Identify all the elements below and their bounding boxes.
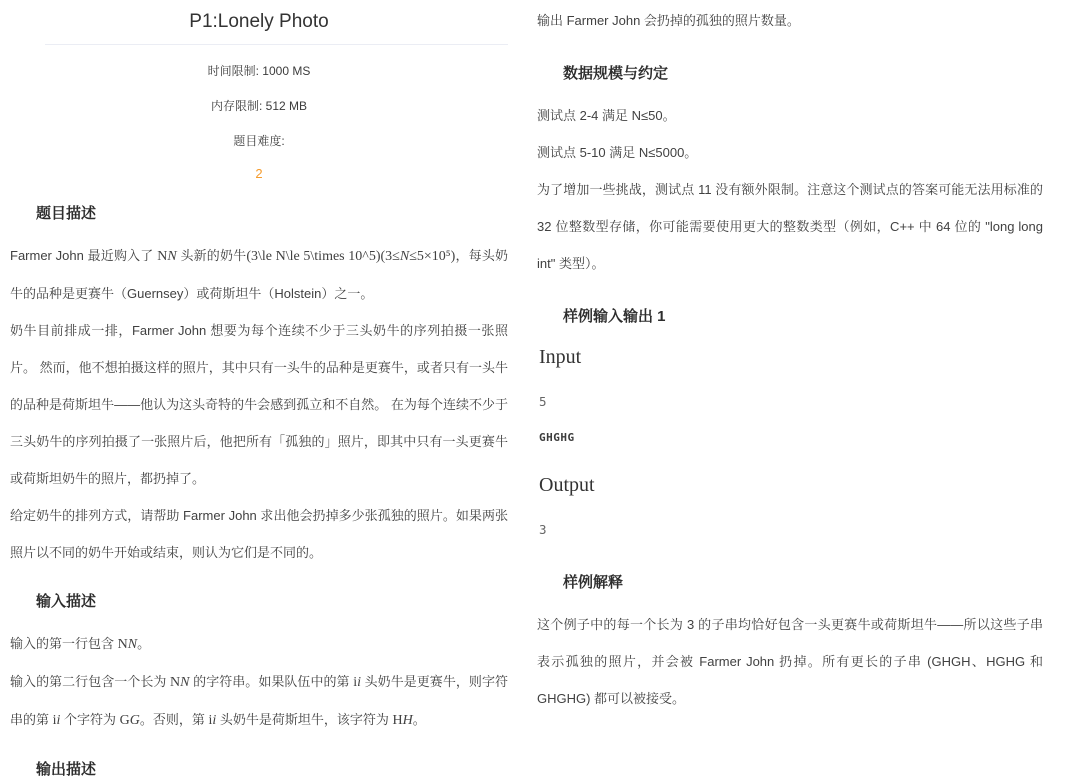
section-constraints: 数据规模与约定	[563, 65, 669, 82]
sample-input-code	[539, 384, 1043, 456]
text-run: 的字符串。如果队伍中的第	[189, 674, 354, 689]
paragraph-task	[10, 497, 508, 571]
paragraph-constraint-1	[537, 97, 1043, 134]
paragraph-constraint-2	[537, 134, 1043, 171]
text-run: 个字符为	[60, 712, 120, 727]
text-run: 输入的第一行包含	[10, 636, 118, 651]
text-run: (3\le N\le 5\times 10^5)(3≤	[246, 249, 400, 264]
paragraph-input-line2	[10, 663, 508, 739]
paragraph-sample-explanation	[537, 606, 1043, 717]
right-content	[537, 2, 1043, 717]
code-line: 5	[539, 394, 547, 409]
text-run: ≤5×10⁵)	[409, 249, 456, 264]
text-run: N	[127, 637, 138, 652]
text-run: Farmer John 最近购入了	[10, 248, 158, 263]
text-run: H	[402, 713, 413, 728]
text-run: N	[180, 675, 190, 690]
left-content	[10, 203, 508, 778]
text-run: N	[399, 249, 410, 264]
sample-output-label: Output	[539, 474, 595, 496]
section-problem-description: 题目描述	[36, 205, 97, 222]
paragraph-input-line1	[10, 625, 508, 663]
section-sample-explanation: 样例解释	[563, 574, 624, 591]
text-run: 。	[412, 712, 426, 727]
sample-input-label: Input	[539, 346, 582, 368]
section-sample-io-1: 样例输入输出 1	[563, 308, 666, 325]
column-left	[10, 0, 508, 778]
column-right	[537, 0, 1043, 717]
section-output-description: 输出描述	[36, 761, 97, 778]
code-line: GHGHG	[539, 431, 575, 444]
paragraph-output-spec	[537, 2, 1043, 39]
text-run: 测试点 5-10 满足 N≤5000。	[537, 145, 698, 160]
text-run: G	[129, 713, 140, 728]
time-limit: 时间限制: 1000 MS	[207, 64, 311, 78]
paragraph-photo-rule	[10, 312, 508, 497]
text-run: N	[117, 637, 128, 652]
text-run: N	[170, 675, 181, 690]
text-run: 输入的第二行包含一个长为	[10, 674, 171, 689]
memory-limit: 内存限制: 512 MB	[210, 99, 308, 113]
difficulty-label: 题目难度:	[233, 134, 285, 148]
text-run: 头新的奶牛	[176, 248, 247, 263]
problem-title: P1:Lonely Photo	[189, 11, 329, 32]
section-input-description: 输入描述	[36, 593, 97, 610]
text-run: i	[212, 713, 217, 728]
text-run: 测试点 2-4 满足 N≤50。	[537, 108, 676, 123]
paragraph-constraint-3	[537, 171, 1043, 282]
text-run: i	[56, 713, 61, 728]
paragraph-cows-intro	[10, 237, 508, 312]
text-run: 头奶牛是荷斯坦牛，该字符为	[216, 712, 393, 727]
text-run: 奶牛目前排成一排，Farmer John 想要为每个连续不少于三头奶牛的序列拍摄一张照片。 然而，他不想拍摄这样的照片，其中只有一头牛的品种是更赛牛，或者只有一头牛的品种是荷斯坦牛——他认为这头奇特的牛会感到孤立和不自然。 在为每个连续不少于三头奶牛的序列拍摄了一张照片后，他把所有「孤独的」照片，即其中只有一头更赛牛或荷斯坦奶牛的照片，都扔掉了。	[10, 323, 508, 486]
text-run: G	[119, 713, 130, 728]
text-run: 头奶牛是更赛牛，则字符串的第	[10, 674, 508, 727]
text-run: N	[167, 249, 177, 264]
text-run: 。	[137, 636, 151, 651]
code-line: 3	[539, 522, 547, 537]
text-run: i	[208, 713, 213, 728]
text-run: 。否则，第	[139, 712, 209, 727]
text-run: N	[157, 249, 168, 264]
text-run: i	[353, 675, 358, 690]
difficulty-value: 2	[255, 166, 263, 181]
sample-output-code	[539, 512, 1043, 548]
text-run: 为了增加一些挑战，测试点 11 没有额外限制。注意这个测试点的答案可能无法用标准的 32 位整数型存储，你可能需要使用更大的整数类型（例如，C++ 中 64 位的 "long long int" 类型）。	[537, 182, 1043, 271]
text-run: i	[52, 713, 57, 728]
text-run: 输出 Farmer John 会扔掉的孤独的照片数量。	[537, 13, 800, 28]
text-run: i	[357, 675, 361, 690]
text-run: ，每头奶牛的品种是更赛牛（Guernsey）或荷斯坦牛（Holstein）之一。	[10, 248, 508, 301]
text-run: 这个例子中的每一个长为 3 的子串均恰好包含一头更赛牛或荷斯坦牛——所以这些子串表示孤独的照片，并会被 Farmer John 扔掉。所有更长的子串 (GHGH、HGHG 和 GHGHG) 都可以被接受。	[537, 617, 1043, 706]
text-run: H	[392, 713, 403, 728]
text-run: 给定奶牛的排列方式，请帮助 Farmer John 求出他会扔掉多少张孤独的照片。如果两张照片以不同的奶牛开始或结束，则认为它们是不同的。	[10, 508, 508, 560]
limits-block	[10, 54, 508, 159]
title-divider	[45, 44, 508, 45]
